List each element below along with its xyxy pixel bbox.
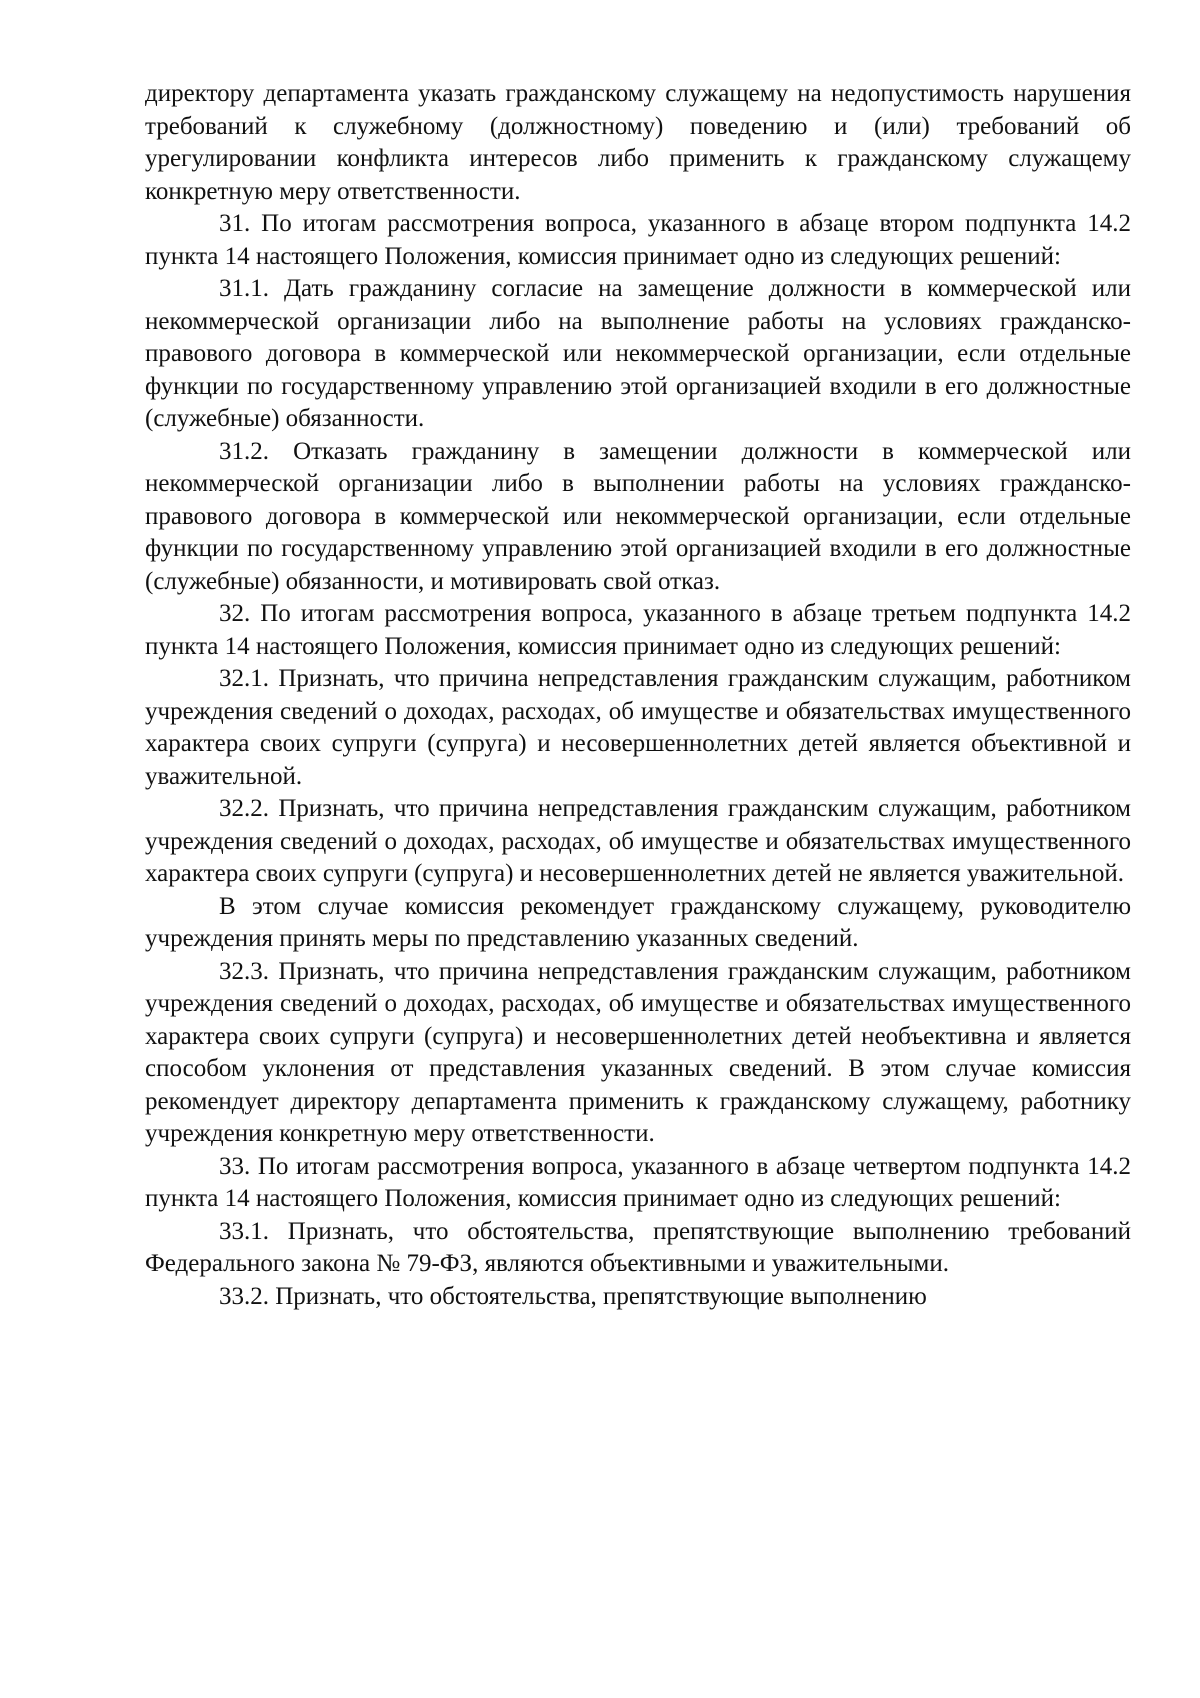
- paragraph-31-1: 31.1. Дать гражданину согласие на замещение должности в коммерческой или некоммерческой организации либо на выполнение работы на условиях гражданско-правового договора в коммерческой или некоммерческой организации, если отдельные функции по государственному управлению этой организацией входили в его должностные (служебные) обязанности.: [145, 275, 1131, 432]
- paragraph-continuation: директору департамента указать гражданскому служащему на недопустимость нарушения требований к служебному (должностному) поведению и (или) требований об урегулировании конфликта интересов либо применить к гражданскому служащему конкретную меру ответственности.: [145, 80, 1131, 205]
- paragraph-33: 33. По итогам рассмотрения вопроса, указанного в абзаце четвертом подпункта 14.2 пункта 14 настоящего Положения, комиссия принимает одно из следующих решений:: [145, 1152, 1131, 1212]
- paragraph-31: 31. По итогам рассмотрения вопроса, указанного в абзаце втором подпункта 14.2 пункта 14 настоящего Положения, комиссия принимает одно из следующих решений:: [145, 210, 1131, 270]
- paragraph-32-1: 32.1. Признать, что причина непредставления гражданским служащим, работником учреждения сведений о доходах, расходах, об имуществе и обязательствах имущественного характера своих супруги (супруга) и несовершеннолетних детей является объективной и уважительной.: [145, 665, 1131, 790]
- document-page: [145, 78, 1131, 1313]
- paragraph-33-1: 33.1. Признать, что обстоятельства, препятствующие выполнению требований Федерального закона № 79-ФЗ, являются объективными и уважительными.: [145, 1217, 1131, 1277]
- paragraph-33-2: 33.2. Признать, что обстоятельства, препятствующие выполнению: [219, 1282, 927, 1310]
- paragraph-31-2: 31.2. Отказать гражданину в замещении должности в коммерческой или некоммерческой организации либо в выполнении работы на условиях гражданско-правового договора в коммерческой или некоммерческой организации, если отдельные функции по государственному управлению этой организацией входили в его должностные (служебные) обязанности, и мотивировать свой отказ.: [145, 437, 1131, 595]
- paragraph-32-3: 32.3. Признать, что причина непредставления гражданским служащим, работником учреждения сведений о доходах, расходах, об имуществе и обязательствах имущественного характера своих супруги (супруга) и несовершеннолетних детей необъективна и является способом уклонения от представления указанных сведений. В этом случае комиссия рекомендует директору департамента применить к гражданскому служащему, работнику учреждения конкретную меру ответственности.: [145, 957, 1131, 1147]
- paragraph-32: 32. По итогам рассмотрения вопроса, указанного в абзаце третьем подпункта 14.2 пункта 14 настоящего Положения, комиссия принимает одно из следующих решений:: [145, 600, 1131, 660]
- paragraph-32-2-note: В этом случае комиссия рекомендует гражданскому служащему, руководителю учреждения принять меры по представлению указанных сведений.: [145, 892, 1131, 952]
- paragraph-32-2: 32.2. Признать, что причина непредставления гражданским служащим, работником учреждения сведений о доходах, расходах, об имуществе и обязательствах имущественного характера своих супруги (супруга) и несовершеннолетних детей не является уважительной.: [145, 795, 1131, 887]
